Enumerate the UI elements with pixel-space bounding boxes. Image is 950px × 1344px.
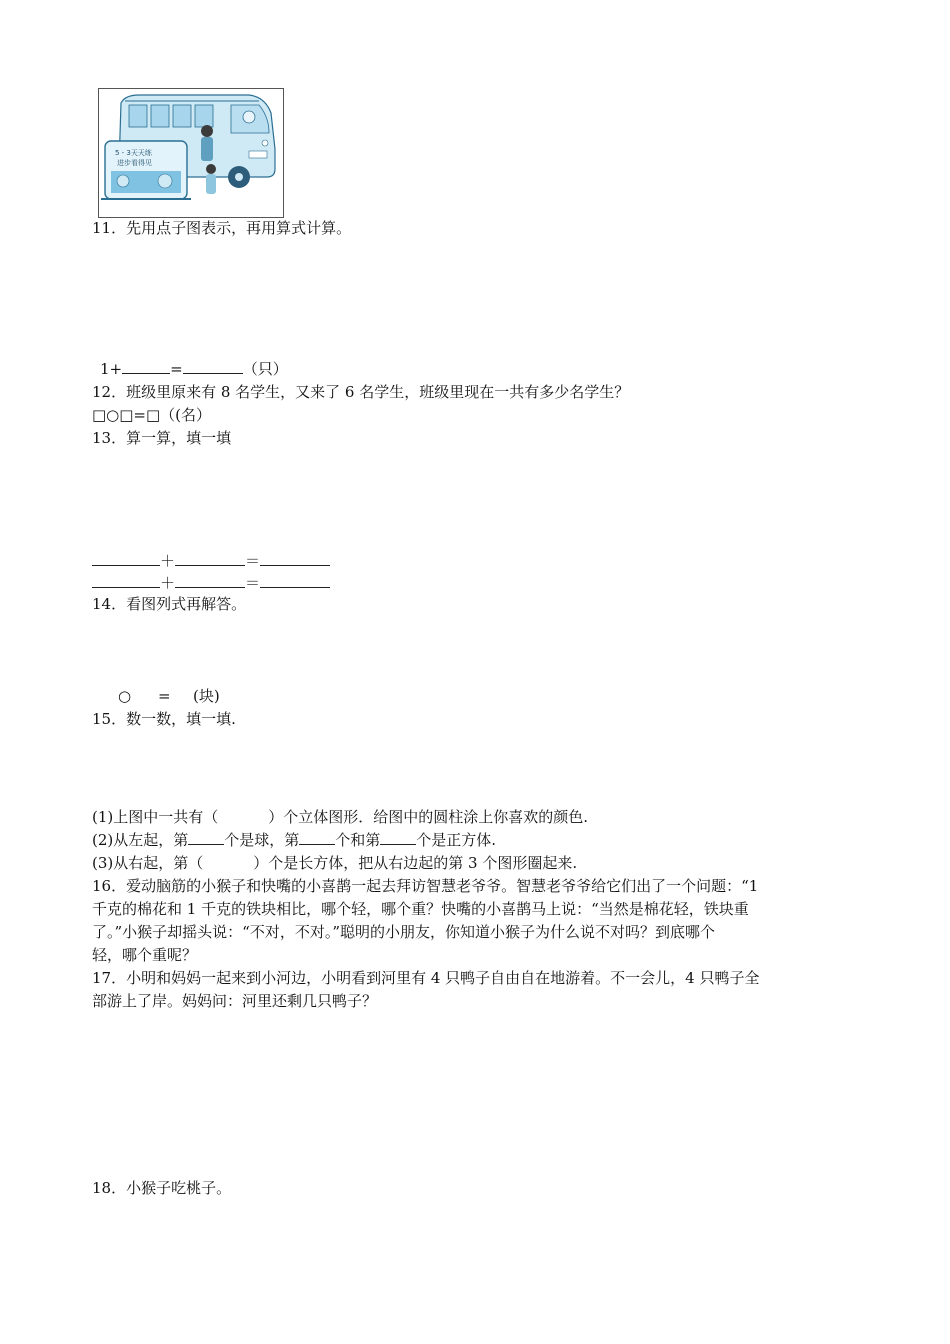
q12-question: 12．班级里原来有 8 名学生，又来了 6 名学生，班级里现在一共有多少名学生？ (92, 383, 630, 401)
q15-p2-blank-1[interactable] (188, 830, 224, 845)
q14-question: 14．看图列式再解答。 (92, 595, 247, 613)
q11-equation (100, 358, 288, 380)
q16-line-3: 了。”小猴子却摇头说：“不对，不对。”聪明的小朋友，你知道小猴子为什么说不对吗？到底哪个 (92, 923, 716, 941)
q15-part-3 (92, 852, 577, 874)
bus-sign-text-1: 5 - 3天天练 (115, 149, 152, 157)
q13-blank-2c[interactable] (260, 573, 330, 588)
q15-p2-d: 个是正方体. (416, 831, 497, 849)
q11-eq-prefix: 1+ (100, 360, 123, 378)
bus-illustration (98, 88, 284, 218)
q11-eq-unit: （只） (242, 360, 288, 378)
q13-equals-1: ＝ (245, 552, 261, 570)
q17-line-1: 17．小明和妈妈一起来到小河边，小明看到河里有 4 只鸭子自由自在地游着。不一会儿，4 只鸭子全 (92, 969, 760, 987)
q13-blank-2b[interactable] (175, 573, 245, 588)
q12-answer-line: □○□=□（(名） (92, 406, 212, 424)
q13-blank-1b[interactable] (175, 551, 245, 566)
q13-blank-2a[interactable] (92, 573, 160, 588)
q16-line-4: 轻，哪个重呢？ (92, 946, 198, 964)
q15-part-1 (92, 806, 588, 828)
q14-circle[interactable]: ○ (118, 687, 132, 705)
q16-line-1: 16．爱动脑筋的小猴子和快嘴的小喜鹊一起去拜访智慧老爷爷。智慧老爷爷给它们出了一个问题：“1 (92, 877, 759, 895)
q15-question: 15．数一数，填一填. (92, 710, 236, 728)
q15-p3-a: (3)从右起，第（ (92, 854, 204, 872)
q13-plus-2: ＋ (160, 574, 176, 592)
q11-eq-equals: = (170, 360, 183, 378)
q13-plus-1: ＋ (160, 552, 176, 570)
q13-equation-2 (92, 572, 330, 594)
q11-blank-1[interactable] (122, 359, 170, 374)
q13-question: 13．算一算，填一填 (92, 429, 232, 447)
q11-question: 11．先用点子图表示，再用算式计算。 (92, 219, 352, 237)
q15-part-2 (92, 829, 496, 851)
q13-equals-2: ＝ (245, 574, 261, 592)
q18-question: 18．小猴子吃桃子。 (92, 1179, 232, 1197)
q16-line-2: 千克的棉花和 1 千克的铁块相比，哪个轻，哪个重？快嘴的小喜鹊马上说：“当然是棉花轻，铁块重 (92, 900, 749, 918)
q14-unit: (块) (193, 687, 220, 705)
q15-p2-b: 个是球，第 (224, 831, 300, 849)
q15-p2-blank-3[interactable] (380, 830, 416, 845)
q15-p1-b: ）个立体图形．给图中的圆柱涂上你喜欢的颜色. (268, 808, 589, 826)
q17-line-2: 部游上了岸。妈妈问：河里还剩几只鸭子？ (92, 992, 378, 1010)
q15-p2-a: (2)从左起，第 (92, 831, 189, 849)
q13-blank-1c[interactable] (260, 551, 330, 566)
q15-p2-blank-2[interactable] (299, 830, 335, 845)
q15-p3-b: ）个是长方体，把从右边起的第 3 个图形圈起来. (253, 854, 578, 872)
q13-blank-1a[interactable] (92, 551, 160, 566)
q11-blank-2[interactable] (183, 359, 243, 374)
q14-equals: = (158, 687, 171, 705)
q13-equation-1 (92, 550, 330, 572)
q15-p1-a: (1)上图中一共有（ (92, 808, 219, 826)
bus-sign-text-2: 进步看得见 (117, 159, 152, 167)
q15-p2-c: 个和第 (335, 831, 381, 849)
bus-drawing (99, 89, 283, 217)
